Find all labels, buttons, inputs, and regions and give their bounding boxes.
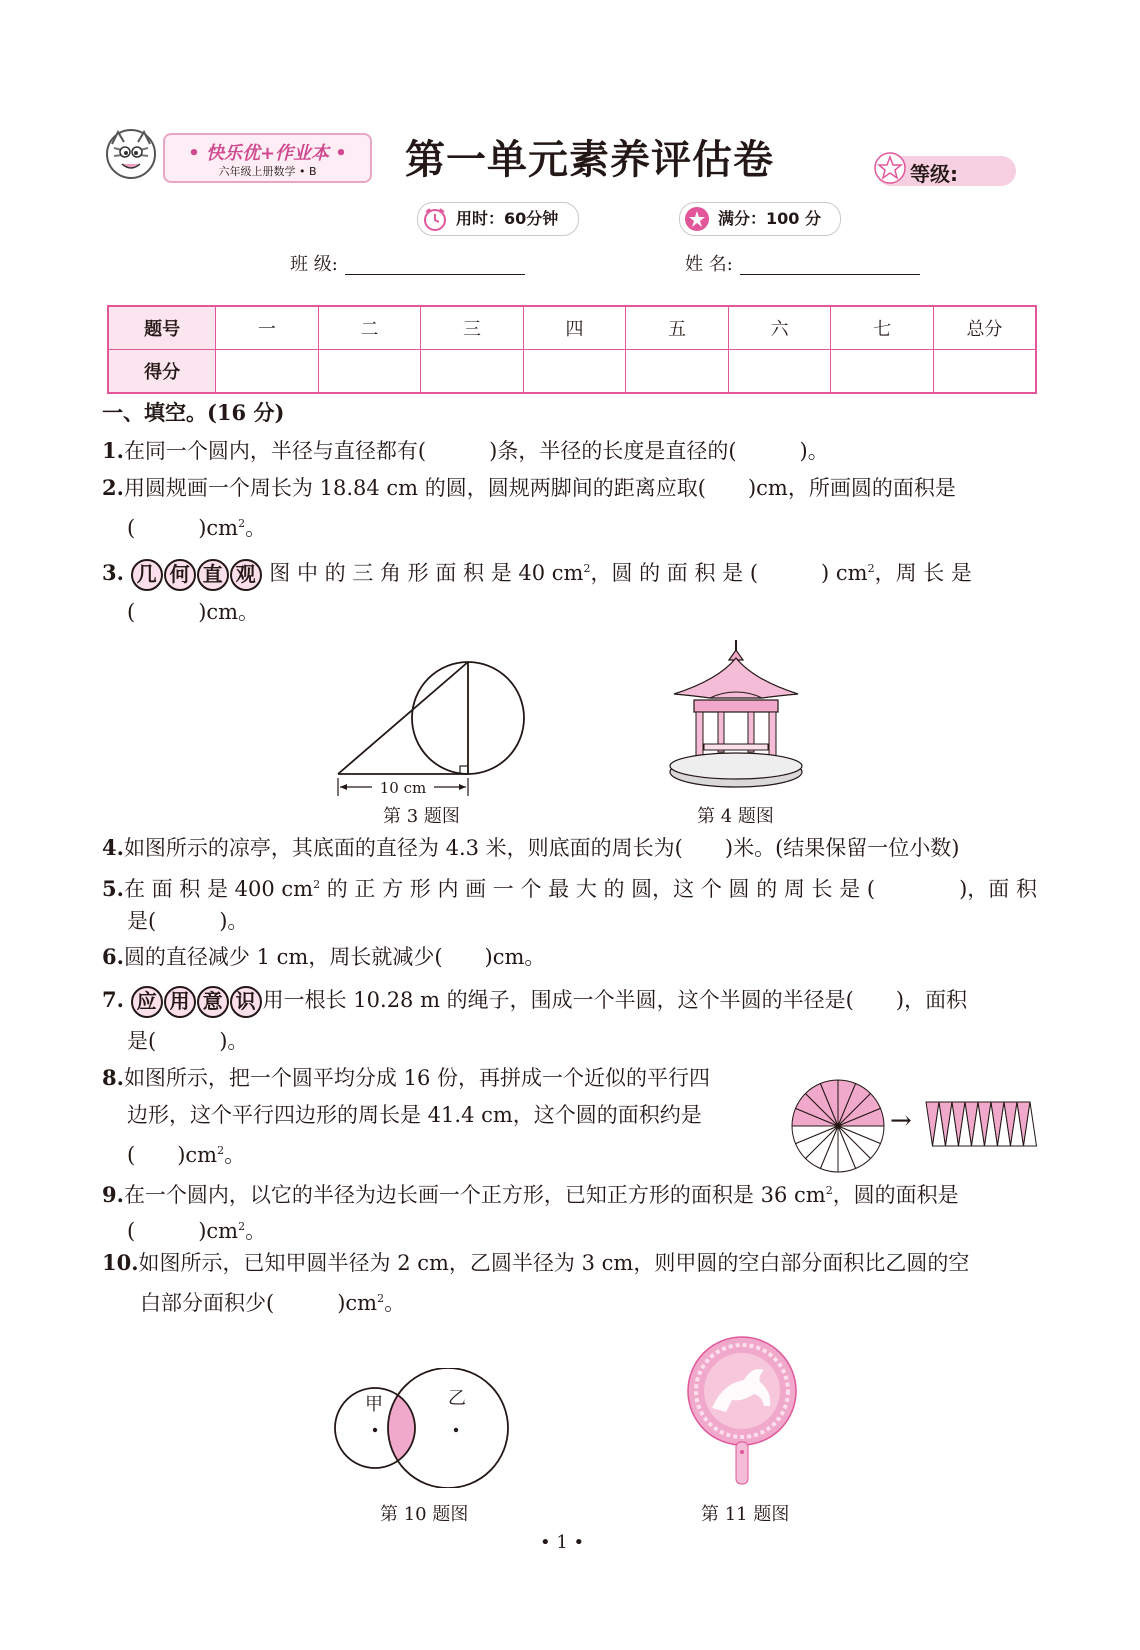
question-1: [102, 435, 829, 467]
class-label: 班 级:: [290, 254, 338, 275]
name-label: 姓 名:: [685, 254, 733, 275]
question-number: 8.: [102, 1065, 124, 1090]
score-cell[interactable]: [421, 350, 524, 394]
question-number: 10.: [102, 1250, 139, 1275]
tag-char: 用: [164, 986, 196, 1018]
tag-char: 直: [197, 559, 229, 591]
question-text: 在一个圆内，以它的半径为边长画一个正方形，已知正方形的面积是 36 cm: [123, 1183, 826, 1207]
mascot-icon: [100, 122, 162, 184]
arrow-icon: →: [890, 1106, 912, 1136]
question-text: ( )cm: [127, 1143, 218, 1167]
tag-char: 意: [197, 986, 229, 1018]
score-cell[interactable]: [728, 350, 831, 394]
score-cell[interactable]: [933, 350, 1036, 394]
question-text: 的 正 方 形 内 画 一 个 最 大 的 圆，这 个 圆 的 周 长 是 ( )，面 积: [320, 877, 1037, 901]
question-text: 用圆规画一个周长为 18.84 cm 的圆，圆规两脚间的距离应取( )cm，所画圆的面积是: [123, 476, 956, 500]
question-number: 2.: [102, 475, 124, 500]
question-5-cont: 是( )。: [127, 909, 249, 933]
figure-11-fan: [682, 1336, 802, 1486]
question-text: 在 面 积 是 400 cm: [123, 877, 314, 901]
figure-4-pavilion: [666, 640, 806, 792]
question-8-cont: 边形，这个平行四边形的周长是 41.4 cm，这个圆的面积约是: [127, 1103, 702, 1127]
question-number: 1.: [102, 438, 124, 463]
figure-4-caption: 第 4 题图: [697, 806, 774, 827]
figure-3-measure: 10 cm: [379, 779, 427, 797]
question-3-cont: ( )cm。: [127, 600, 260, 624]
score-table: [107, 305, 1037, 394]
question-text: 。: [384, 1291, 406, 1315]
question-7-cont: 是( )。: [127, 1029, 249, 1053]
time-label: 用时：60分钟: [456, 209, 559, 228]
grade-label: 等级:: [910, 162, 958, 186]
question-text: 如图所示，已知甲圆半径为 2 cm，乙圆半径为 3 cm，则甲圆的空白部分面积比乙圆的空: [138, 1251, 970, 1275]
grade-box: [876, 156, 1016, 186]
question-3: 3. 几 何 直 观 图 中 的 三 角 形 面 积 是 40 $cm^2$，圆 的 面 积 是 ( ) $cm^2$，周 长 是: [102, 553, 972, 591]
question-text: ，圆的面积是: [832, 1183, 959, 1207]
figure-3-triangle-circle: [330, 660, 530, 805]
score-cell[interactable]: [318, 350, 421, 394]
question-8-cont2: ( )$cm^2$。: [127, 1143, 246, 1167]
question-10-cont: 白部分面积少( )$cm^2$。: [140, 1291, 406, 1315]
figure-8-circle-sectors: [790, 1078, 886, 1174]
question-text: ( )cm: [127, 516, 239, 540]
circle-b-label: 乙: [448, 1388, 466, 1409]
question-4: [102, 832, 959, 864]
figure-3-caption: 第 3 题图: [383, 806, 460, 827]
question-6: [102, 941, 545, 973]
tag-char: 观: [230, 559, 262, 591]
score-label: 满分：100 分: [718, 209, 821, 228]
question-text: 如图所示的凉亭，其底面的直径为 4.3 米，则底面的周长为( )米。(结果保留一位小数): [123, 836, 960, 860]
figure-8-parallelogram: [924, 1100, 1040, 1150]
tag-char: 何: [164, 559, 196, 591]
circle-a-label: 甲: [365, 1394, 383, 1415]
question-text: ( )cm: [127, 1219, 239, 1243]
table-cell: 四: [523, 306, 626, 350]
page-number: • 1 •: [540, 1532, 585, 1553]
question-8: [102, 1062, 710, 1094]
score-cell[interactable]: [523, 350, 626, 394]
question-number: 4.: [102, 835, 124, 860]
table-cell: 总分: [933, 306, 1036, 350]
score-cell[interactable]: [216, 350, 319, 394]
badge-title: • 快乐优+作业本 •: [188, 143, 347, 164]
question-text: ，周 长 是: [874, 561, 972, 585]
badge-subtitle: 六年级上册数学 • B: [218, 165, 317, 178]
table-cell: 六: [728, 306, 831, 350]
score-cell[interactable]: [626, 350, 729, 394]
question-number: 9.: [102, 1182, 124, 1207]
question-10: [102, 1247, 969, 1279]
question-9-cont: ( )$cm^2$。: [127, 1219, 267, 1243]
question-text: 。: [245, 516, 267, 540]
table-cell: 题号: [108, 306, 216, 350]
question-text: 。: [245, 1219, 267, 1243]
name-field[interactable]: [740, 274, 920, 275]
table-cell: 一: [216, 306, 319, 350]
table-cell: 五: [626, 306, 729, 350]
question-text: 。: [224, 1143, 246, 1167]
question-text: 白部分面积少( )cm: [140, 1291, 378, 1315]
question-number: 5.: [102, 876, 124, 901]
tag-char: 应: [131, 986, 163, 1018]
question-number: 3.: [102, 560, 124, 585]
class-field[interactable]: [345, 274, 525, 275]
star-badge-icon: [870, 148, 910, 188]
table-cell: 二: [318, 306, 421, 350]
figure-10-overlapping-circles: [334, 1368, 520, 1488]
question-text: ，圆 的 面 积 是 ( ) cm: [590, 561, 868, 585]
figure-10-caption: 第 10 题图: [380, 1504, 469, 1525]
table-cell: 三: [421, 306, 524, 350]
question-number: 7.: [102, 987, 124, 1012]
question-7: [102, 984, 967, 1018]
series-badge: [163, 133, 372, 183]
tag-char: 几: [131, 559, 163, 591]
question-text: 圆的直径减少 1 cm，周长就减少( )cm。: [123, 945, 546, 969]
score-pill: [679, 202, 841, 236]
table-cell: 得分: [108, 350, 216, 394]
time-pill: [417, 202, 579, 236]
tag-char: 识: [230, 986, 262, 1018]
question-number: 6.: [102, 944, 124, 969]
question-2-cont: ( )$cm^2$。: [127, 516, 267, 540]
question-2: [102, 472, 956, 504]
table-row: [108, 350, 1036, 394]
figure-11-caption: 第 11 题图: [701, 1504, 790, 1525]
question-text: 在同一个圆内，半径与直径都有( )条，半径的长度是直径的( )。: [123, 439, 829, 463]
table-cell: 七: [831, 306, 934, 350]
alarm-clock-icon: [422, 206, 448, 232]
score-cell[interactable]: [831, 350, 934, 394]
page-title: 第一单元素养评估卷: [405, 137, 774, 183]
question-text: 图 中 的 三 角 形 面 积 是 40 cm: [262, 561, 584, 585]
star-icon: [684, 206, 710, 232]
table-row: [108, 306, 1036, 350]
question-text: 用一根长 10.28 m 的绳子，围成一个半圆，这个半圆的半径是( )，面积: [262, 988, 968, 1012]
question-text: 如图所示，把一个圆平均分成 16 份，再拼成一个近似的平行四: [123, 1066, 711, 1090]
section-heading: 一、填空。(16 分): [102, 400, 285, 425]
question-9: 9.在一个圆内，以它的半径为边长画一个正方形，已知正方形的面积是 36 $cm^2$，圆的面积是: [102, 1182, 959, 1207]
question-5: 5.在 面 积 是 400 $cm^2$ 的 正 方 形 内 画 一 个 最 大 的 圆，这 个 圆 的 周 长 是 ( )，面 积: [102, 876, 1037, 901]
